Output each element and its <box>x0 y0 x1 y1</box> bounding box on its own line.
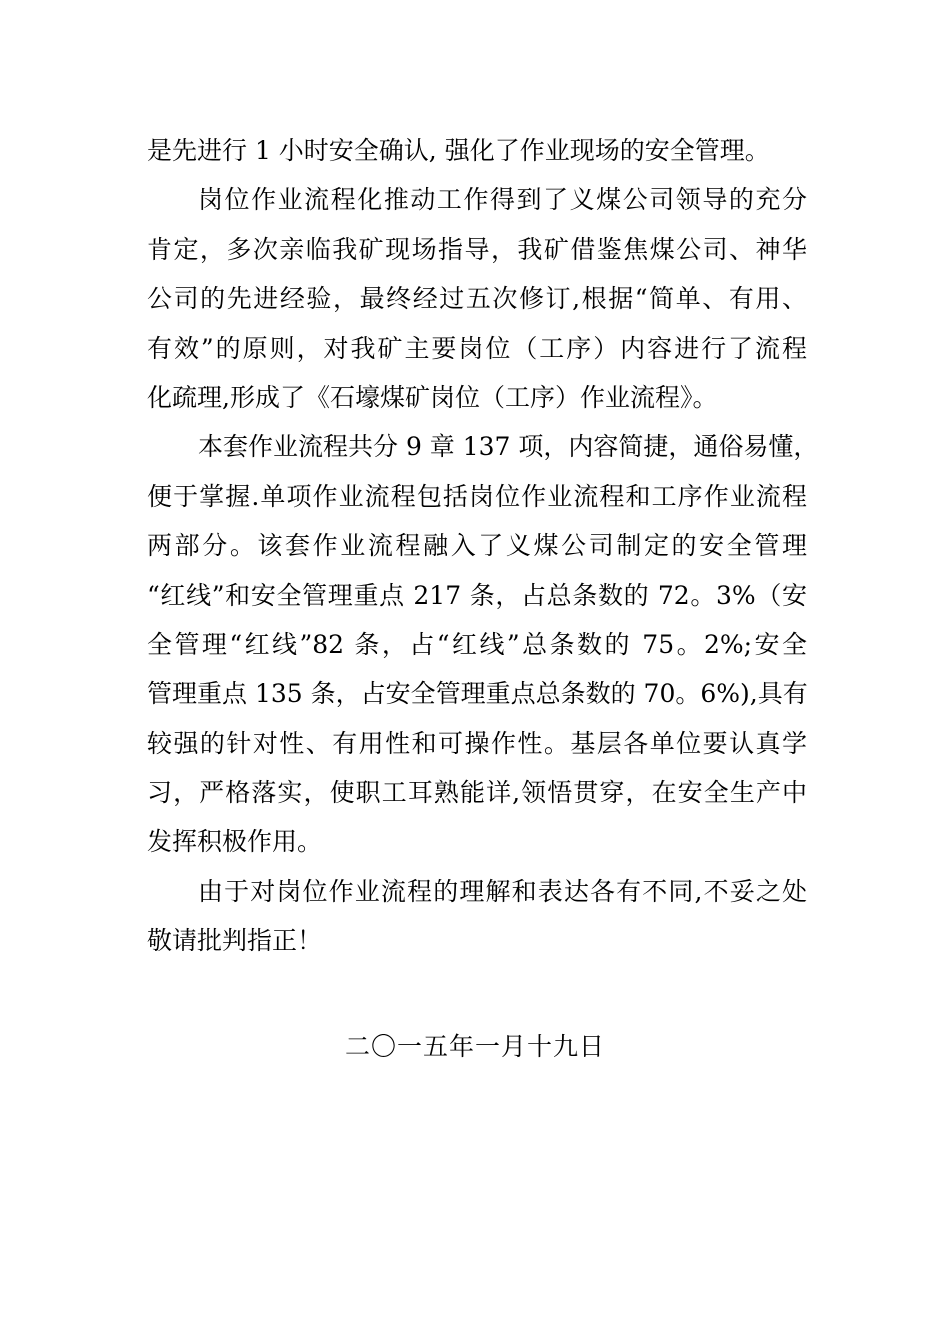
paragraph-line: 公司的先进经验，最终经过五次修订,根据“简单、有用、 <box>147 284 807 314</box>
paragraph-line: 肯定，多次亲临我矿现场指导，我矿借鉴焦煤公司、神华 <box>147 234 807 264</box>
paragraph-line: 便于掌握.单项作业流程包括岗位作业流程和工序作业流程 <box>147 481 807 511</box>
paragraph-line: 习，严格落实，使职工耳熟能详,领悟贯穿，在安全生产中 <box>147 778 807 808</box>
paragraph-line: 是先进行 1 小时安全确认, 强化了作业现场的安全管理。 <box>147 136 770 165</box>
body-text <box>147 126 819 966</box>
paragraph-line: 有效”的原则，对我矿主要岗位（工序）内容进行了流程 <box>147 333 807 363</box>
paragraph-line: 本套作业流程共分 9 章 137 项，内容简捷，通俗易懂， <box>198 432 819 462</box>
paragraph-line: 敬请批判指正！ <box>147 926 323 956</box>
paragraph-line: “红线”和安全管理重点 217 条，占总条数的 72。3%（安 <box>147 580 807 610</box>
paragraph-line: 全管理“红线”82 条，占“红线”总条数的 75。2%;安全 <box>147 629 807 659</box>
paragraph-line: 管理重点 135 条，占安全管理重点总条数的 70。6%),具有 <box>147 679 808 709</box>
document-date: 二〇一五年一月十九日 <box>344 1032 605 1061</box>
paragraph-line: 岗位作业流程化推动工作得到了义煤公司领导的充分 <box>198 185 807 215</box>
paragraph-line: 发挥积极作用。 <box>147 827 323 857</box>
paragraph-line: 较强的针对性、有用性和可操作性。基层各单位要认真学 <box>147 728 807 758</box>
paragraph-line: 由于对岗位作业流程的理解和表达各有不同,不妥之处 <box>198 876 807 906</box>
paragraph-line: 两部分。该套作业流程融入了义煤公司制定的安全管理 <box>147 531 807 561</box>
paragraph-line: 化疏理,形成了《石壕煤矿岗位（工序）作业流程》。 <box>147 382 718 412</box>
